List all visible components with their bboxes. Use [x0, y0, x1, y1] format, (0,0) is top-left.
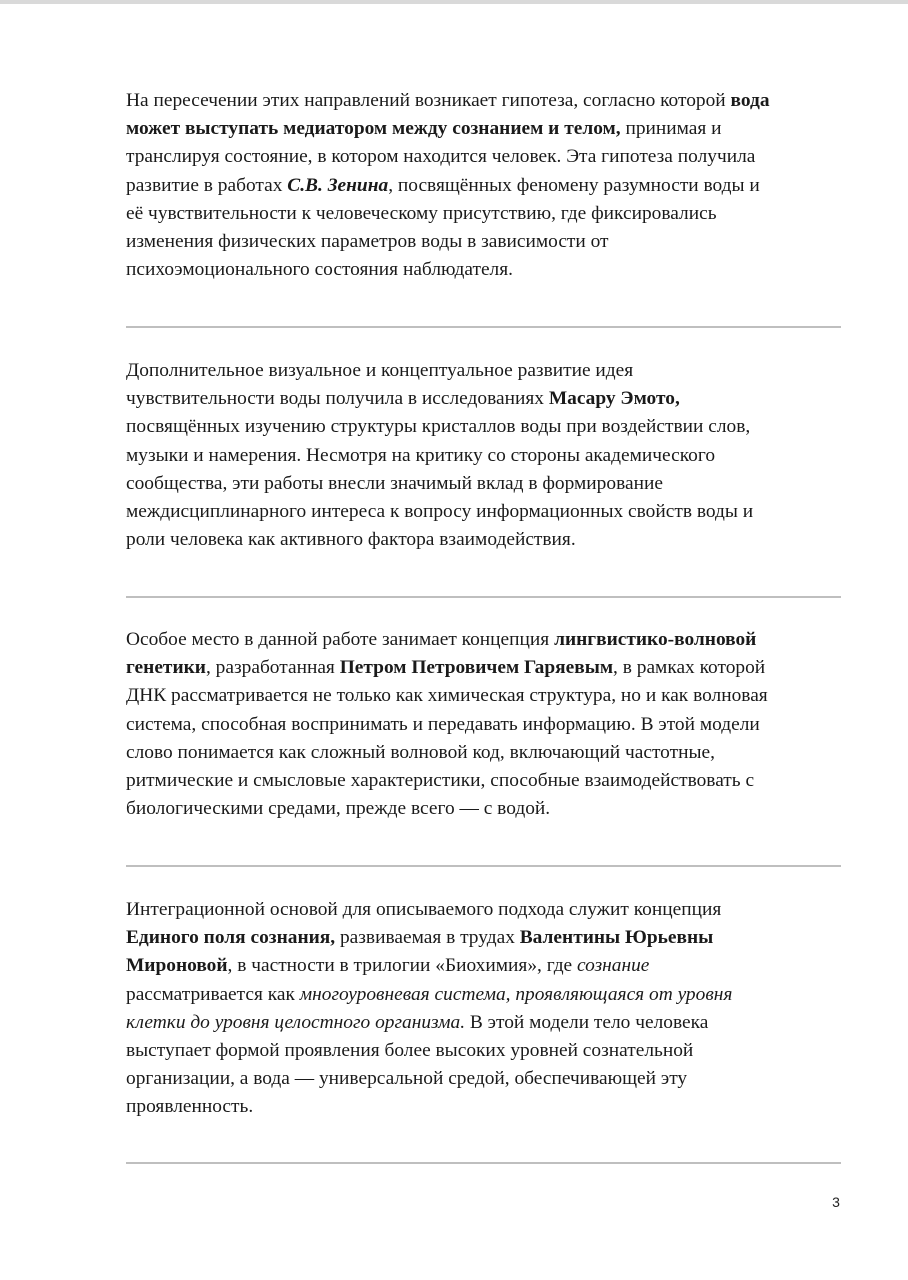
text: развиваемая в трудах	[335, 927, 520, 949]
text: На пересечении этих направлений возникает гипотеза, согласно которой	[126, 90, 731, 111]
text: междисциплинарного интереса к вопросу информационных свойств воды и	[126, 501, 754, 523]
text: слово понимается как сложный волновой код, включающий частотные,	[126, 741, 715, 763]
text: организации, а вода — универсальной средой, обеспечивающей эту	[126, 1068, 688, 1090]
bold-name: Петром Петровичем Гаряевым	[339, 657, 614, 679]
text: транслируя состояние, в котором находится человек. Эта гипотеза получила	[126, 146, 756, 168]
text: сообщества, эти работы внесли значимый вклад в формирование	[126, 472, 663, 494]
page-top-edge	[0, 0, 908, 4]
bold-text: генетики	[126, 657, 206, 679]
text: музыки и намерения. Несмотря на критику со стороны академического	[126, 444, 716, 466]
bold-name: Валентины Юрьевны	[519, 927, 714, 949]
text: роли человека как активного фактора взаимодействия.	[126, 529, 576, 551]
text: Особое место в данной работе занимает концепция	[126, 629, 555, 650]
paragraph-mironova	[126, 896, 846, 1122]
bold-name: Масару Эмото,	[548, 388, 680, 410]
italic-text: клетки до уровня целостного организма.	[126, 1011, 466, 1033]
bold-name: Мироновой	[126, 955, 228, 977]
text: Интеграционной основой для описываемого подхода служит концепция	[126, 899, 722, 920]
text: психоэмоционального состояния наблюдателя.	[126, 259, 513, 281]
text: изменения физических параметров воды в зависимости от	[126, 231, 609, 253]
text: В этой модели тело человека	[465, 1011, 709, 1033]
text: принимая и	[620, 118, 722, 140]
paragraph-zenin	[126, 87, 846, 284]
paragraph-emoto	[126, 357, 846, 554]
section-divider	[126, 1162, 841, 1164]
text: биологическими средами, прежде всего — с водой.	[126, 798, 551, 820]
bold-text: может выступать медиатором между сознанием и телом,	[126, 118, 621, 140]
italic-text: многоуровневая система, проявляющаяся от уровня	[299, 983, 733, 1005]
bold-text: Единого поля сознания,	[126, 927, 336, 949]
text: развитие в работах	[126, 174, 288, 196]
text: выступает формой проявления более высоких уровней сознательной	[126, 1040, 694, 1062]
bold-text: лингвистико-волновой	[554, 629, 757, 650]
page-number: 3	[832, 1194, 840, 1210]
text: проявленность.	[126, 1096, 254, 1118]
bold-italic-name: С.В. Зенина	[287, 174, 389, 196]
text: , в рамках которой	[613, 657, 766, 679]
text: система, способная воспринимать и передавать информацию. В этой модели	[126, 713, 760, 735]
text: ДНК рассматривается не только как химическая структура, но и как волновая	[126, 685, 768, 707]
section-divider	[126, 865, 841, 867]
section-divider	[126, 326, 841, 328]
text: , в частности в трилогии «Биохимия», где	[227, 955, 578, 977]
section-divider	[126, 596, 841, 598]
paragraph-garyaev	[126, 626, 846, 823]
text: ритмические и смысловые характеристики, способные взаимодействовать с	[126, 770, 755, 792]
italic-text: сознание	[577, 955, 650, 977]
text: , разработанная	[205, 657, 340, 679]
text: рассматривается как	[126, 983, 300, 1005]
text: Дополнительное визуальное и концептуальное развитие идея	[126, 360, 634, 381]
text: её чувствительности к человеческому присутствию, где фиксировались	[126, 202, 717, 224]
bold-text: вода	[730, 90, 770, 111]
text: посвящённых изучению структуры кристаллов воды при воздействии слов,	[126, 416, 751, 438]
text: чувствительности воды получила в исследованиях	[126, 388, 549, 410]
text: , посвящённых феномену разумности воды и	[388, 174, 760, 196]
